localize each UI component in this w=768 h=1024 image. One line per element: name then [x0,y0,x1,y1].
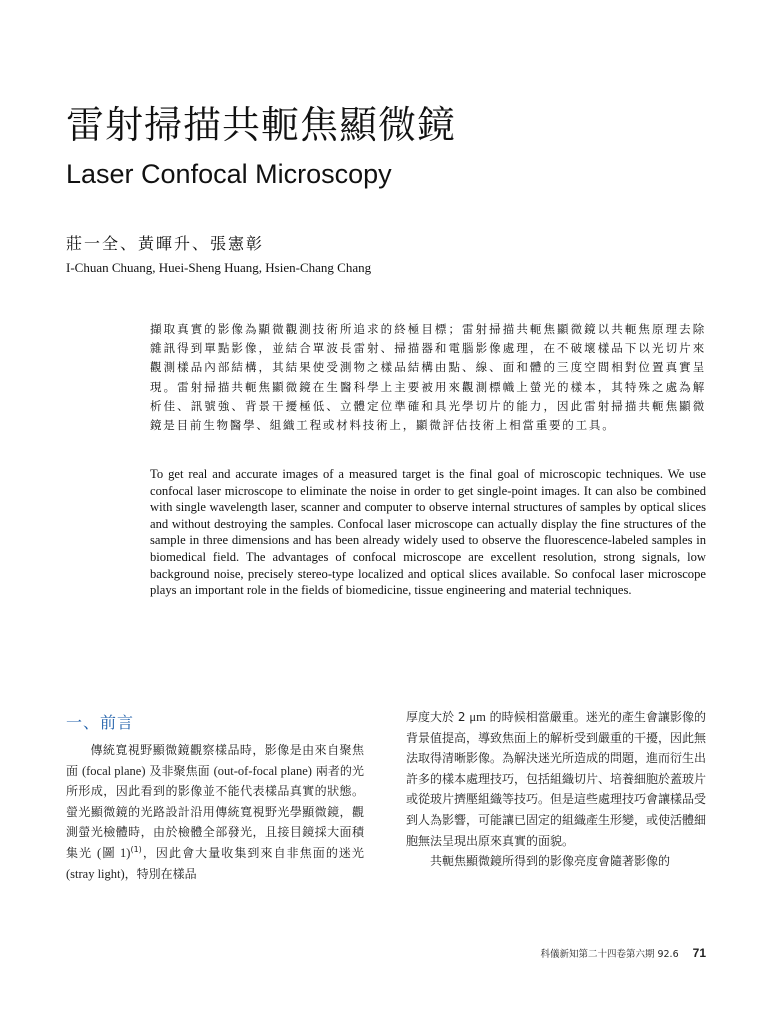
intro-text-segment: 兩者的光所形成，因此看到的影像並不能代表樣品真實的狀態。螢光顯微鏡的光路設計沿用傳統寬視野光學顯微鏡，觀測螢光檢體時，由於檢體全部發光，且接目鏡採大面積集光 [66,763,364,860]
intro-text-segment: 厚度大於 2 [406,710,470,724]
article-title-chinese: 雷射掃描共軛焦顯微鏡 [66,103,457,147]
journal-info: 科儀新知第二十四卷第六期 92.6 [540,949,679,960]
intro-paragraph-2 [406,851,706,872]
intro-text-segment: 的時候相當嚴重。迷光的產生會讓影像的背景值提高，導致焦面上的解析受到嚴重的干擾，因此無法取得清晰影像。為解決迷光所造成的問題，進而衍生出許多的樣本處理技巧，包括組織切片、培養細胞於蓋玻片或從玻片擠壓組織等技巧。但是這些處理技巧會讓樣品受到人為影響，可能讓已固定的組織產生形變，或使活體細胞無法呈現出原來真實的面貌。 [406,710,707,848]
abstract-english: To get real and accurate images of a measured target is the final goal of microscopic techniques. We use confocal laser microscope to eliminate the noise in order to get single-point images. It can also be combined with single wavelength laser, scanner and computer to observe internal structures of samples by optical slices and without destroying the samples. Confocal laser microscope can actually display the fine structures of the sample in three dimensions and has been already widely used to observe the fluorescence-labeled samples in biomedical field. The advantages of confocal microscope are excellent resolution, strong signals, low background noise, precisely stereo-type localized and optical slices available. So confocal laser microscope plays an important role in the fields of biomedicine, tissue engineering and material techniques. [150,467,706,598]
intro-paragraph-1-continued [406,707,706,851]
term-focal-plane: (focal plane) [81,763,146,778]
section-heading-introduction: 一、前言 [66,713,135,732]
intro-text-segment: ，特別在樣品 [124,866,197,881]
intro-paragraph-1 [66,740,364,884]
intro-text-segment: 傳統寬視野顯微鏡觀察樣品時，影像是由來自聚焦面 [66,743,364,778]
figure-reference: (圖 1) [97,845,131,860]
citation-superscript: (1) [130,844,142,854]
right-column [406,707,706,872]
abstract-chinese: 擷取真實的影像為顯微觀測技術所追求的終極目標；雷射掃描共軛焦顯微鏡以共軛焦原理去除雜訊得到單點影像，並結合單波長雷射、掃描器和電腦影像處理，在不破壞樣品下以光切片來觀測樣品內部結構，其結果使受測物之樣品結構由點、線、面和體的三度空間相對位置真實呈現。雷射掃描共軛焦顯微鏡在生醫科學上主要被用來觀測標幟上螢光的樣本，其特殊之處為解析佳、訊號強、背景干擾極低、立體定位準確和具光學切片的能力，因此雷射掃描共軛焦顯微鏡是目前生物醫學、組織工程或材料技術上，顯微評估技術上相當重要的工具。 [150,322,706,433]
page-number: 71 [692,946,706,960]
intro-text-segment: 及非聚焦面 [145,763,214,778]
term-stray-light: (stray light) [66,866,125,881]
article-title-english: Laser Confocal Microscopy [66,159,392,189]
left-column [66,712,364,884]
intro-text-segment: ，因此會大量收集到來自非焦面的迷光 [141,845,364,860]
authors-chinese: 莊一全、黃暉升、張憲彰 [66,234,265,253]
term-out-of-focal-plane: (out-of-focal plane) [213,763,312,778]
authors-english: I-Chuan Chuang, Huei-Sheng Huang, Hsien-Chang Chang [66,260,372,275]
intro-text-segment: 共軛焦顯微鏡所得到的影像亮度會隨著影像的 [430,854,671,869]
page-footer [540,946,706,960]
unit-micrometer: μm [469,710,486,724]
